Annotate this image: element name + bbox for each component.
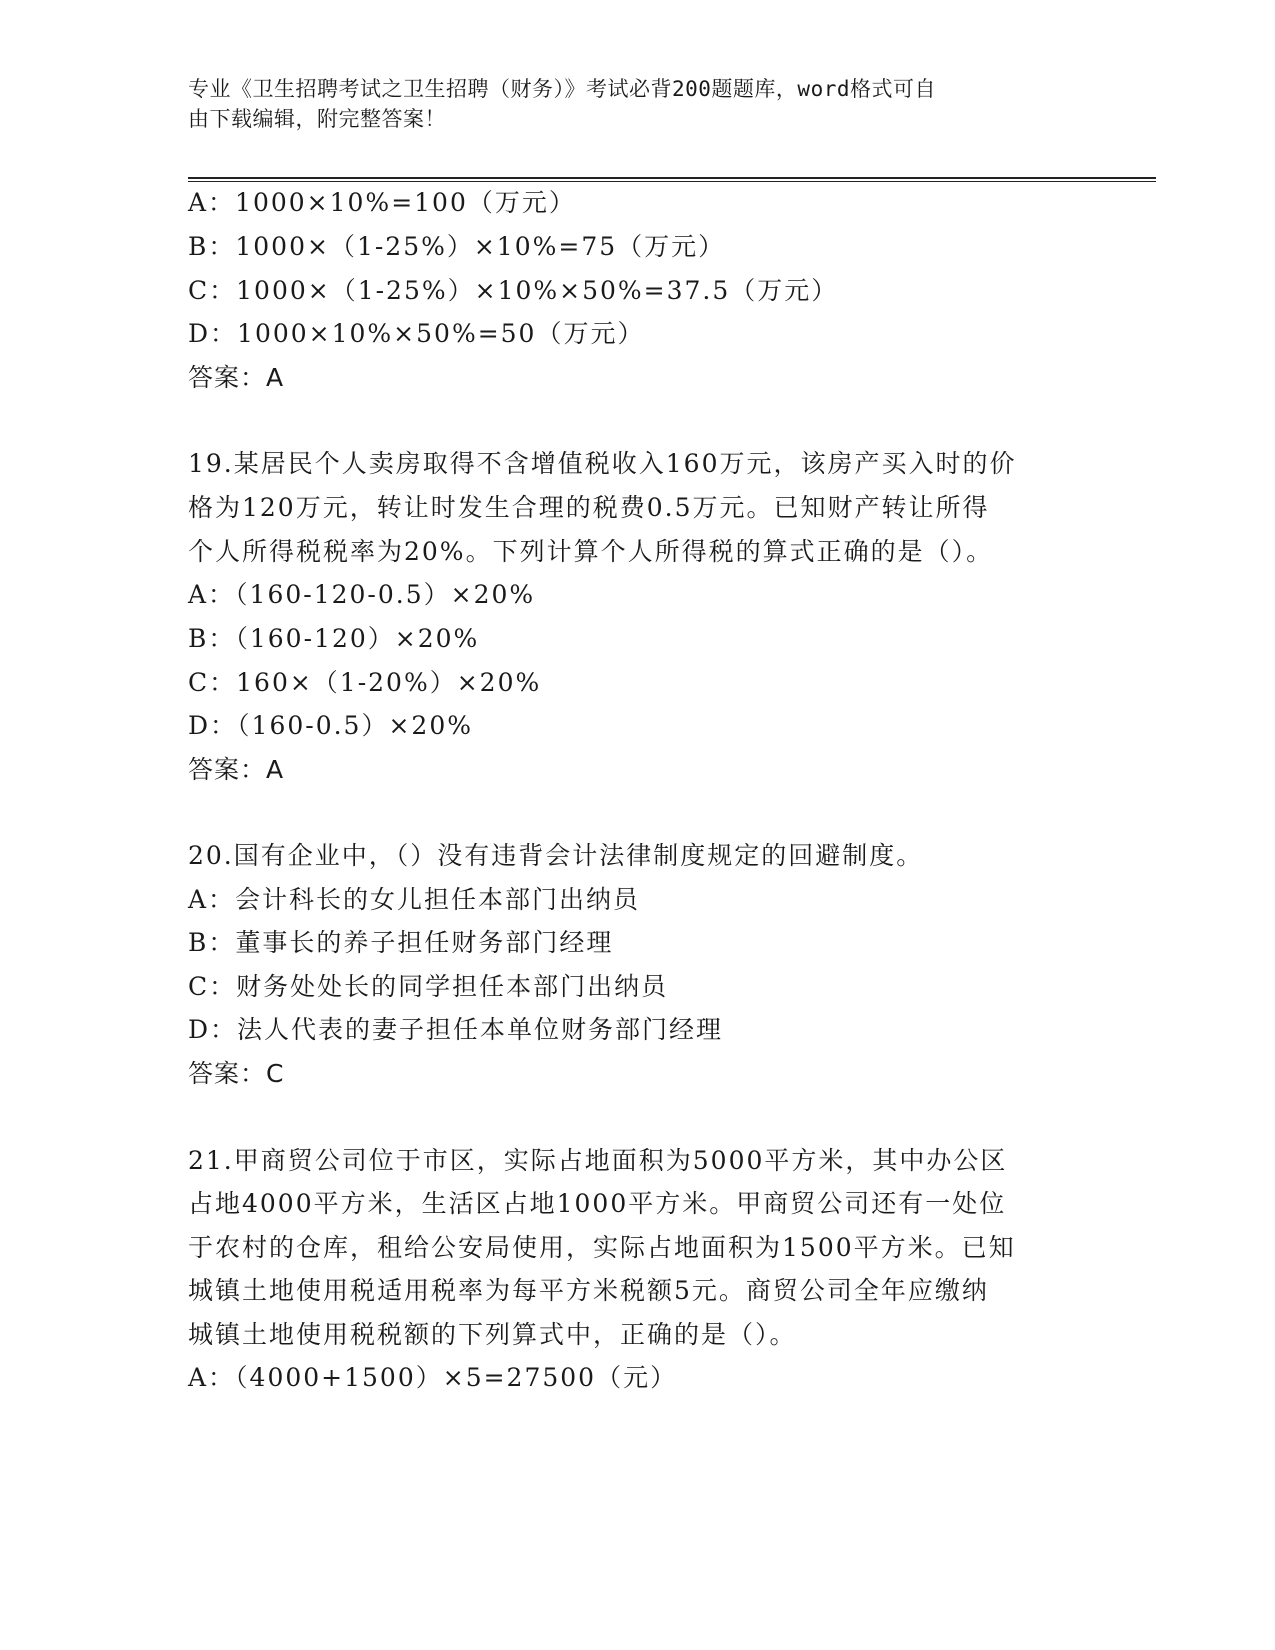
q20-option-b: B：董事长的养子担任财务部门经理 <box>188 928 614 957</box>
q18-option-a: A：1000×10%=100（万元） <box>188 188 576 217</box>
q20-answer: 答案：C <box>188 1059 285 1088</box>
q19-option-a: A：（160-120-0.5）×20% <box>188 580 536 609</box>
q19-option-d: D：（160-0.5）×20% <box>188 711 473 740</box>
q20-option-d: D：法人代表的妻子担任本单位财务部门经理 <box>188 1015 724 1044</box>
q19-stem-line-1: 19.某居民个人卖房取得不含增值税收入160万元，该房产买入时的价 <box>188 449 1017 478</box>
header-line-2: 由下载编辑，附完整答案！ <box>188 107 446 131</box>
q18-option-d: D：1000×10%×50%=50（万元） <box>188 319 645 348</box>
q19-option-b: B：（160-120）×20% <box>188 624 480 653</box>
q21-stem-line-3: 于农村的仓库，租给公安局使用，实际占地面积为1500平方米。已知 <box>188 1233 1016 1262</box>
header-line-1: 专业《卫生招聘考试之卫生招聘（财务）》考试必背200题题库，word格式可自 <box>188 77 936 101</box>
q20-option-c: C：财务处处长的同学担任本部门出纳员 <box>188 972 669 1001</box>
header-divider <box>188 177 1156 179</box>
q19-stem-line-2: 格为120万元，转让时发生合理的税费0.5万元。已知财产转让所得 <box>188 493 990 522</box>
q21-stem-line-2: 占地4000平方米，生活区占地1000平方米。甲商贸公司还有一处位 <box>188 1189 1007 1218</box>
document-header <box>188 74 1088 134</box>
q21-stem-line-4: 城镇土地使用税适用税率为每平方米税额5元。商贸公司全年应缴纳 <box>188 1276 989 1305</box>
q18-option-b: B：1000×（1-25%）×10%=75（万元） <box>188 232 726 261</box>
q19-option-c: C：160×（1-20%）×20% <box>188 668 542 697</box>
q18-answer: 答案：A <box>188 363 285 392</box>
q20-stem-line-1: 20.国有企业中，（）没有违背会计法律制度规定的回避制度。 <box>188 841 924 870</box>
q21-stem-line-1: 21.甲商贸公司位于市区，实际占地面积为5000平方米，其中办公区 <box>188 1146 1008 1175</box>
q21-option-a: A：（4000+1500）×5=27500（元） <box>188 1363 678 1392</box>
q19-answer: 答案：A <box>188 755 285 784</box>
q20-option-a: A：会计科长的女儿担任本部门出纳员 <box>188 885 641 914</box>
header-divider-thin <box>188 181 1156 182</box>
q19-stem-line-3: 个人所得税税率为20%。下列计算个人所得税的算式正确的是（）。 <box>188 537 994 566</box>
q18-option-c: C：1000×（1-25%）×10%×50%=37.5（万元） <box>188 276 839 305</box>
q21-stem-line-5: 城镇土地使用税税额的下列算式中，正确的是（）。 <box>188 1320 797 1349</box>
